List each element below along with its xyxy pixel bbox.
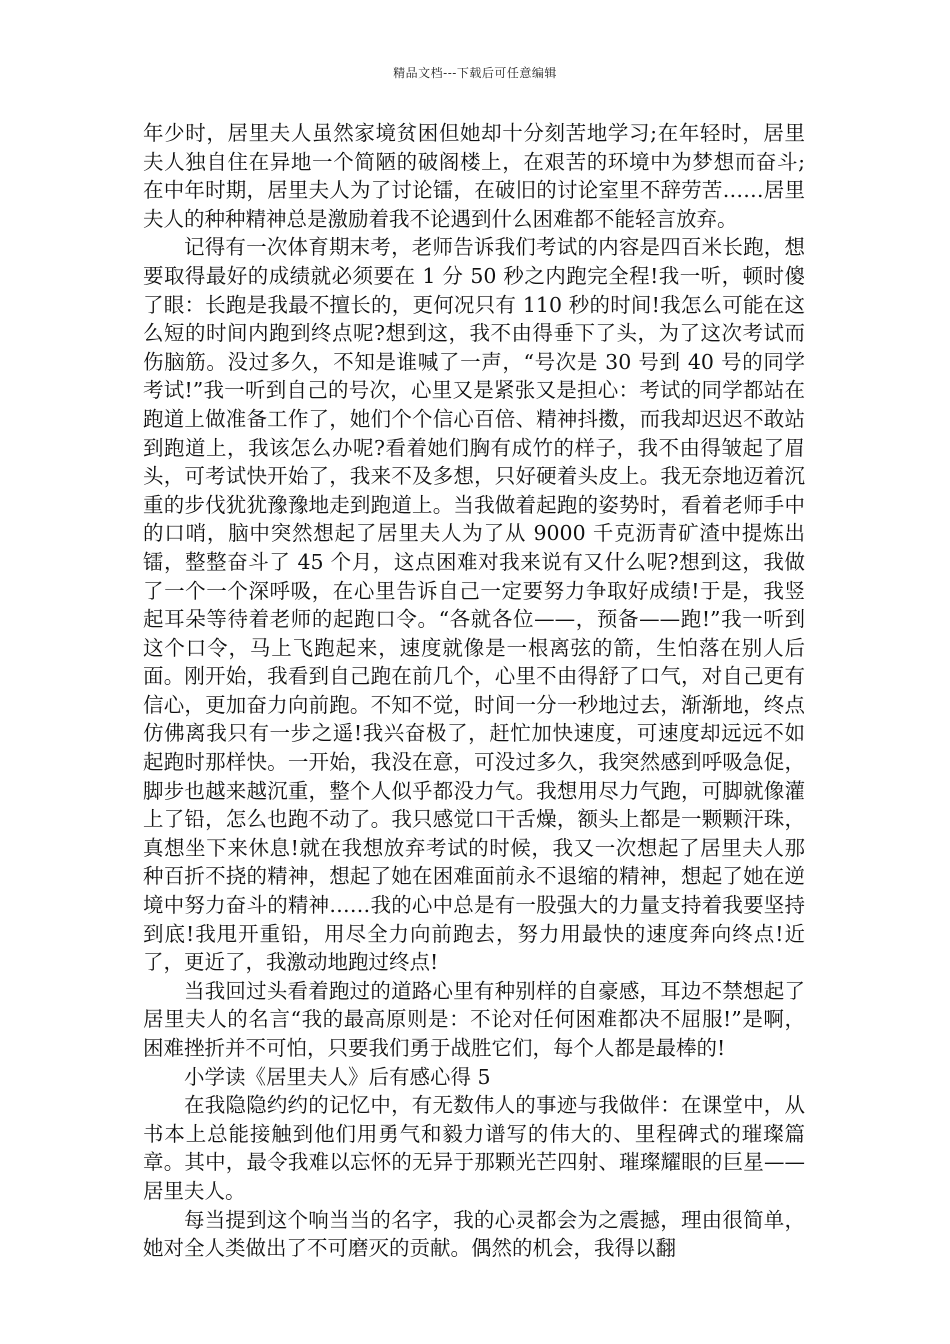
paragraph-1: 年少时，居里夫人虽然家境贫困但她却十分刻苦地学习;在年轻时，居里夫人独自住在异地一个简陋的破阁楼上，在艰苦的环境中为梦想而奋斗;在中年时期，居里夫人为了讨论镭，在破旧的讨论室里不辞劳苦……居里夫人的种种精神总是激励着我不论遇到什么困难都不能轻言放弃。 <box>143 121 805 231</box>
paragraph-3: 当我回过头看着跑过的道路心里有种别样的自豪感，耳边不禁想起了居里夫人的名言“我的最高原则是：不论对任何困难都决不屈服!”是啊，困难挫折并不可怕，只要我们勇于战胜它们，每个人都是最棒的! <box>143 978 805 1060</box>
page-header: 精品文档---下载后可任意编辑 <box>393 66 557 80</box>
paragraph-4: 在我隐隐约约的记忆中，有无数伟人的事迹与我做伴：在课堂中，从书本上总能接触到他们用勇气和毅力谱写的伟大的、里程碑式的璀璨篇章。其中，最令我难以忘怀的无异于那颗光芒四射、璀璨耀眼的巨星——居里夫人。 <box>143 1093 805 1203</box>
paragraph-5: 每当提到这个响当当的名字，我的心灵都会为之震撼，理由很简单，她对全人类做出了不可磨灭的贡献。偶然的机会，我得以翻 <box>143 1207 805 1261</box>
section-heading: 小学读《居里夫人》后有感心得 5 <box>184 1064 491 1089</box>
paragraph-2: 记得有一次体育期末考，老师告诉我们考试的内容是四百米长跑，想要取得最好的成绩就必须要在 1 分 50 秒之内跑完全程!我一听，顿时傻了眼：长跑是我最不擅长的，更何况只有 110 秒的时间!我怎么可能在这么短的时间内跑到终点呢?想到这，我不由得垂下了头，为了这次考试而伤脑筋。没过多久，不知是谁喊了一声，“号次是 30 号到 40 号的同学考试!”我一听到自己的号次，心里又是紧张又是担心：考试的同学都站在跑道上做准备工作了，她们个个信心百倍、精神抖擞，而我却迟迟不敢站到跑道上，我该怎么办呢?看着她们胸有成竹的样子，我不由得皱起了眉头，可考试快开始了，我来不及多想，只好硬着头皮上。我无奈地迈着沉重的步伐犹犹豫豫地走到跑道上。当我做着起跑的姿势时，看着老师手中的口哨，脑中突然想起了居里夫人为了从 9000 千克沥青矿渣中提炼出镭，整整奋斗了 45 个月，这点困难对我来说有又什么呢?想到这，我做了一个一个深呼吸，在心里告诉自己一定要努力争取好成绩!于是，我竖起耳朵等待着老师的起跑口令。“各就各位——，预备——跑!”我一听到这个口令，马上飞跑起来，速度就像是一根离弦的箭，生怕落在别人后面。刚开始，我看到自己跑在前几个，心里不由得舒了口气，对自己更有信心，更加奋力向前跑。不知不觉，时间一分一秒地过去，渐渐地，终点仿佛离我只有一步之遥!我兴奋极了，赶忙加快速度，可速度却远远不如起跑时那样快。一开始，我没在意，可没过多久，我突然感到呼吸急促，脚步也越来越沉重，整个人似乎都没力气。我想用尽力气跑，可脚就像灌上了铅，怎么也跑不动了。我只感觉口干舌燥，额头上都是一颗颗汗珠，真想坐下来休息!就在我想放弃考试的时候，我又一次想起了居里夫人那种百折不挠的精神，想起了她在困难面前永不退缩的精神，想起了她在逆境中努力奋斗的精神……我的心中总是有一股强大的力量支持着我要坚持到底!我甩开重铅，用尽全力向前跑去，努力用最快的速度奔向终点!近了，更近了，我激动地跑过终点! <box>143 235 805 975</box>
document-body <box>143 119 805 1263</box>
